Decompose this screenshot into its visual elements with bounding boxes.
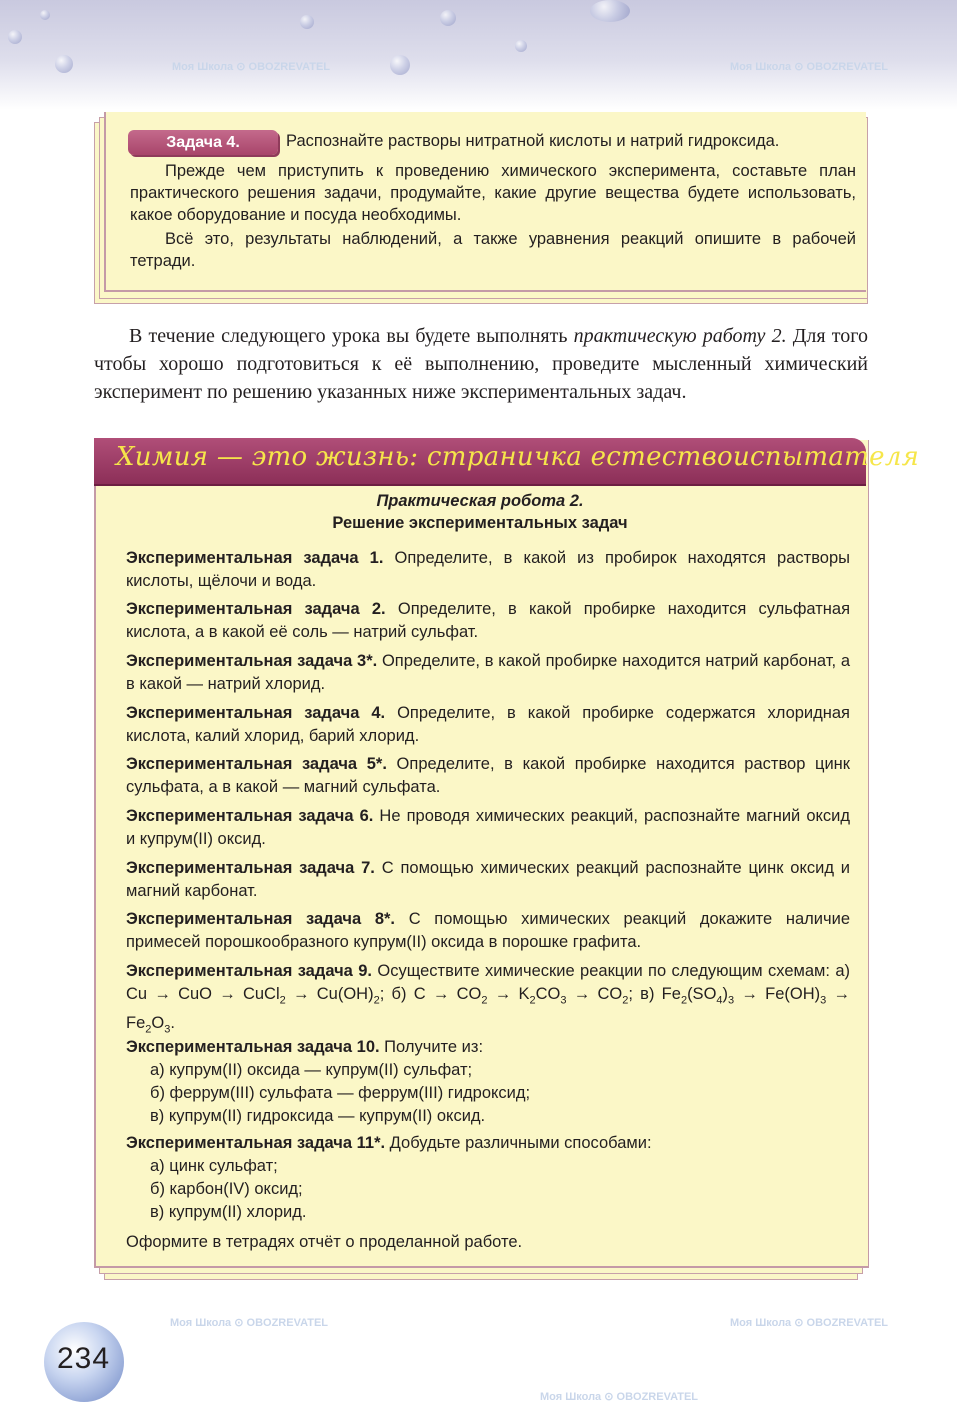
bubble-decoration (390, 55, 410, 75)
task-item: Экспериментальная задача 7. С помощью химических реакций распознайте цинк оксид и магний карбонат. (126, 859, 850, 900)
bubble-decoration (515, 40, 527, 52)
watermark: Моя Школа ⊙ OBOZREVATEL (730, 61, 889, 73)
task-paragraph: Прежде чем приступить к проведению химического эксперимента, составьте план практического решения задачи, продумайте, какие другие вещества будете использовать, какое оборудование и посуда необходимы. (130, 162, 856, 224)
task-item: Экспериментальная задача 11*. Добудьте различными способами: (126, 1134, 652, 1152)
task-4-box (104, 112, 866, 292)
bubble-decoration (8, 30, 22, 44)
task-paragraph: Всё это, результаты наблюдений, а также уравнения реакций опишите в рабочей тетради. (130, 230, 856, 270)
bubble-decoration (440, 10, 456, 26)
sub-item: б) карбон(IV) оксид; (150, 1180, 303, 1198)
bubble-decoration (590, 0, 630, 22)
watermark: Моя Школа ⊙ OBOZREVATEL (170, 1317, 329, 1329)
intro-italic: практическую работу 2. (573, 325, 787, 347)
task-item: Экспериментальная задача 1. Определите, в какой из пробирок находятся растворы кислоты, щёлочи и вода. (126, 549, 850, 590)
closing-note: Оформите в тетрадях отчёт о проделанной работе. (126, 1233, 523, 1251)
task-item: Экспериментальная задача 10. Получите из: (126, 1038, 484, 1056)
task-item: Экспериментальная задача 5*. Определите, в какой пробирке находится раствор цинк сульфата, а в какой — магний сульфата. (126, 755, 851, 796)
watermark: Моя Школа ⊙ OBOZREVATEL (540, 1391, 699, 1403)
watermark: Моя Школа ⊙ OBOZREVATEL (730, 1317, 889, 1329)
sub-item: б) феррум(III) сульфата — феррум(III) гидроксид; (150, 1084, 531, 1102)
intro-paragraph (94, 322, 868, 406)
practical-title: Практическая робота 2. (376, 492, 584, 510)
page-number: 234 (57, 1342, 111, 1375)
intro-text: Для того чтобы хорошо подготовиться к её выполнению, проведите мысленный химический эксперимент по решению указанных ниже экспериментальных задач. (94, 325, 868, 403)
task-item: Экспериментальная задача 2. Определите, в какой пробирке находится сульфатная кислота, а в какой её соль — натрий сульфат. (126, 600, 851, 641)
sub-item: а) цинк сульфат; (150, 1157, 278, 1175)
bubble-decoration (300, 15, 314, 29)
bubble-decoration (55, 55, 73, 73)
intro-text: В течение следующего урока вы будете выполнять (129, 325, 574, 347)
sub-item: в) купрум(II) гидроксида — купрум(II) оксид. (150, 1107, 486, 1125)
task-item: Экспериментальная задача 3*. Определите, в какой пробирке находится натрий карбонат, а в какой — натрий хлорид. (126, 652, 851, 693)
task-item: Экспериментальная задача 8*. С помощью химических реакций докажите наличие примесей порошкообразного купрум(II) оксида в порошке графита. (126, 910, 850, 951)
practical-subtitle: Решение экспериментальных задач (332, 514, 628, 532)
banner-title: Химия — это жизнь: страничка естествоиспытателя (116, 442, 920, 472)
task-item: Экспериментальная задача 4. Определите, в какой пробирке содержатся хлоридная кислота, калий хлорид, барий хлорид. (126, 704, 850, 745)
bubble-decoration (40, 10, 50, 20)
sub-item: в) купрум(II) хлорид. (150, 1203, 307, 1221)
chemistry-banner (94, 438, 920, 484)
task-heading: Распознайте растворы нитратной кислоты и натрий гидроксида. (286, 132, 780, 150)
watermark: Моя Школа ⊙ OBOZREVATEL (172, 61, 331, 73)
task-badge: Задача 4. (128, 130, 278, 155)
task-item: Экспериментальная задача 9. Осуществите химические реакции по следующим схемам: а) Cu → CuO → CuCl$_2$ → $Cu(OH)_2$; б) $C \to CO_2 \to K_2CO_3 \to CO_2$; в) $Fe_2(SO_4)_3 \to Fe(OH)_3 \to Fe_2O_3$. (126, 962, 851, 1036)
sub-item: а) купрум(II) оксида — купрум(II) сульфат; (150, 1061, 473, 1079)
task-item: Экспериментальная задача 6. Не проводя химических реакций, распознайте магний оксид и купрум(II) оксид. (126, 807, 851, 848)
header-background (0, 0, 957, 110)
